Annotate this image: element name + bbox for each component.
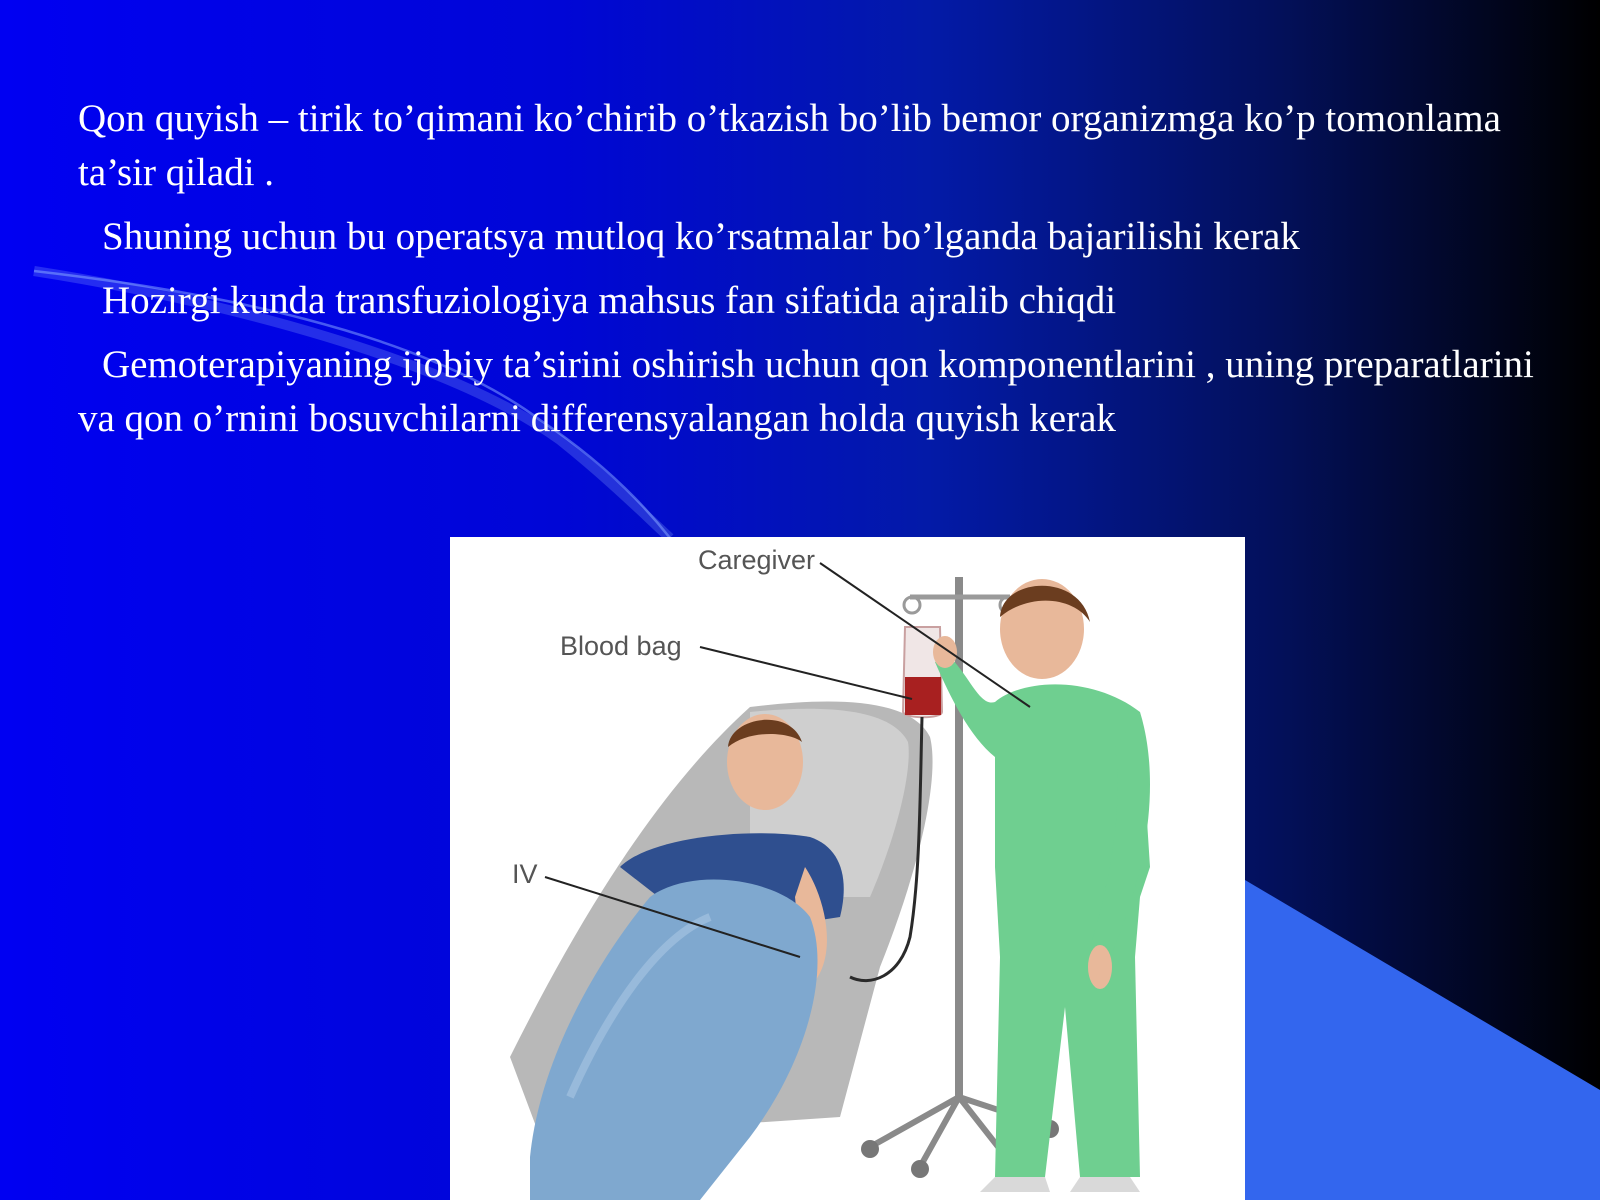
transfusion-illustration bbox=[450, 537, 1245, 1200]
slide-text bbox=[78, 92, 1578, 456]
paragraph-3: Hozirgi kunda transfuziologiya mahsus fan sifatida ajralib chiqdi bbox=[102, 279, 1117, 322]
paragraph-4: Gemoterapiyaning ijobiy ta’sirini oshirish uchun qon komponentlarini , uning preparatlarini va qon o’rnini bosuvchilarni differensyalangan holda quyish kerak bbox=[78, 343, 1534, 440]
blood-bag-label: Blood bag bbox=[560, 631, 682, 661]
paragraph-2: Shuning uchun bu operatsya mutloq ko’rsatmalar bo’lganda bajarilishi kerak bbox=[102, 215, 1300, 258]
caregiver-label: Caregiver bbox=[698, 545, 816, 575]
patient-blanket bbox=[530, 880, 818, 1200]
accent-triangle bbox=[1245, 880, 1600, 1200]
paragraph-1: Qon quyish – tirik to’qimani ko’chirib o’tkazish bo’lib bemor organizmga ko’p tomonlama ta’sir qiladi . bbox=[78, 97, 1501, 194]
iv-label: IV bbox=[512, 859, 538, 889]
